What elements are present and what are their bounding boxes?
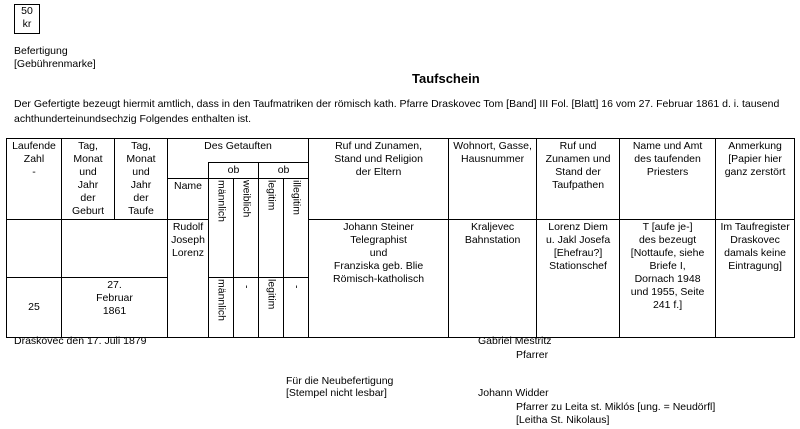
signer2-name: Johann Widder bbox=[478, 387, 549, 399]
signer1-title: Pfarrer bbox=[516, 349, 549, 361]
cell-priester: T [aufe je-] des bezeugt [Nottaufe, siehe Briefe I, Dornach 1948 und 1955, Seite 241 f.] bbox=[620, 220, 716, 338]
neubefertigung-note: Für die Neubefertigung bbox=[286, 375, 394, 387]
cell-name: Rudolf Joseph Lorenz bbox=[168, 220, 209, 338]
cell-number-top bbox=[7, 220, 62, 278]
signer2-place: [Leitha St. Nikolaus] bbox=[516, 414, 610, 426]
cell-number: 25 bbox=[7, 278, 62, 338]
header-priester: Name und Amt des taufenden Priesters bbox=[620, 139, 716, 220]
cell-birth-date: 27. Februar 1861 bbox=[62, 278, 168, 338]
intro-paragraph bbox=[14, 97, 794, 127]
cell-wohnort: Kraljevec Bahnstation bbox=[449, 220, 537, 338]
header-anmerkung: Anmerkung [Papier hier ganz zerstört bbox=[716, 139, 795, 220]
col-legitim: legitim bbox=[259, 179, 284, 278]
header-taufpathen: Ruf und Zunamen und Stand der Taufpathen bbox=[537, 139, 620, 220]
place-date: Draskovec den 17. Juli 1879 bbox=[14, 335, 147, 347]
intro-line2: achthunderteinundsechzig Folgendes enthalten ist. bbox=[14, 113, 251, 125]
header-wohnort: Wohnort, Gasse, Hausnummer bbox=[449, 139, 537, 220]
cell-legitim: legitim bbox=[259, 278, 284, 338]
header-eltern: Ruf und Zunamen, Stand und Religion der Eltern bbox=[309, 139, 449, 220]
stamp-value: 50 bbox=[21, 5, 33, 17]
header-des-getauften: Des Getauften bbox=[168, 139, 309, 163]
header-name: Name bbox=[168, 179, 209, 220]
document-title: Taufschein bbox=[412, 71, 480, 86]
signer1-name: Gabriel Mestritz bbox=[478, 335, 552, 347]
intro-line1: Der Gefertigte bezeugt hiermit amtlich, dass in den Taufmatriken der römisch kath. Pfarre Draskovec Tom [Band] III Fol. [Blatt] 16 vom 27. Februar 1861 d. i. tausend bbox=[14, 98, 780, 110]
cell-eltern: Johann Steiner Telegraphist und Franziska geb. Blie Römisch-katholisch bbox=[309, 220, 449, 338]
col-weiblich: weiblich bbox=[234, 179, 259, 278]
header-spacer bbox=[168, 163, 209, 179]
stamp-illegible-note: [Stempel nicht lesbar] bbox=[286, 387, 387, 399]
cell-anmerkung: Im Taufregister Draskovec damals keine Eintragung] bbox=[716, 220, 795, 338]
baptism-register-table bbox=[6, 138, 795, 338]
cell-maennlich: männlich bbox=[209, 278, 234, 338]
cell-weiblich: - bbox=[234, 278, 259, 338]
col-illegitim: illegitim bbox=[284, 179, 309, 278]
cell-date-top bbox=[62, 220, 168, 278]
cell-taufpathen: Lorenz Diem u. Jakl Josefa [Ehefrau?] Stationschef bbox=[537, 220, 620, 338]
fee-stamp-note bbox=[14, 45, 96, 70]
header-taufe: Tag, Monat und Jahr der Taufe bbox=[115, 139, 168, 220]
header-laufende-zahl: Laufende Zahl - bbox=[7, 139, 62, 220]
cell-illegitim: - bbox=[284, 278, 309, 338]
signer2-title: Pfarrer zu Leita st. Miklós [ung. = Neudörfl] bbox=[516, 401, 716, 413]
header-ob-legitimacy: ob bbox=[259, 163, 309, 179]
header-geburt: Tag, Monat und Jahr der Geburt bbox=[62, 139, 115, 220]
fee-stamp-box bbox=[14, 4, 40, 34]
fee-stamp-line2: [Gebührenmarke] bbox=[14, 57, 96, 70]
header-ob-sex: ob bbox=[209, 163, 259, 179]
fee-stamp-line1: Befertigung bbox=[14, 45, 68, 57]
col-maennlich: männlich bbox=[209, 179, 234, 278]
stamp-unit: kr bbox=[22, 18, 32, 30]
